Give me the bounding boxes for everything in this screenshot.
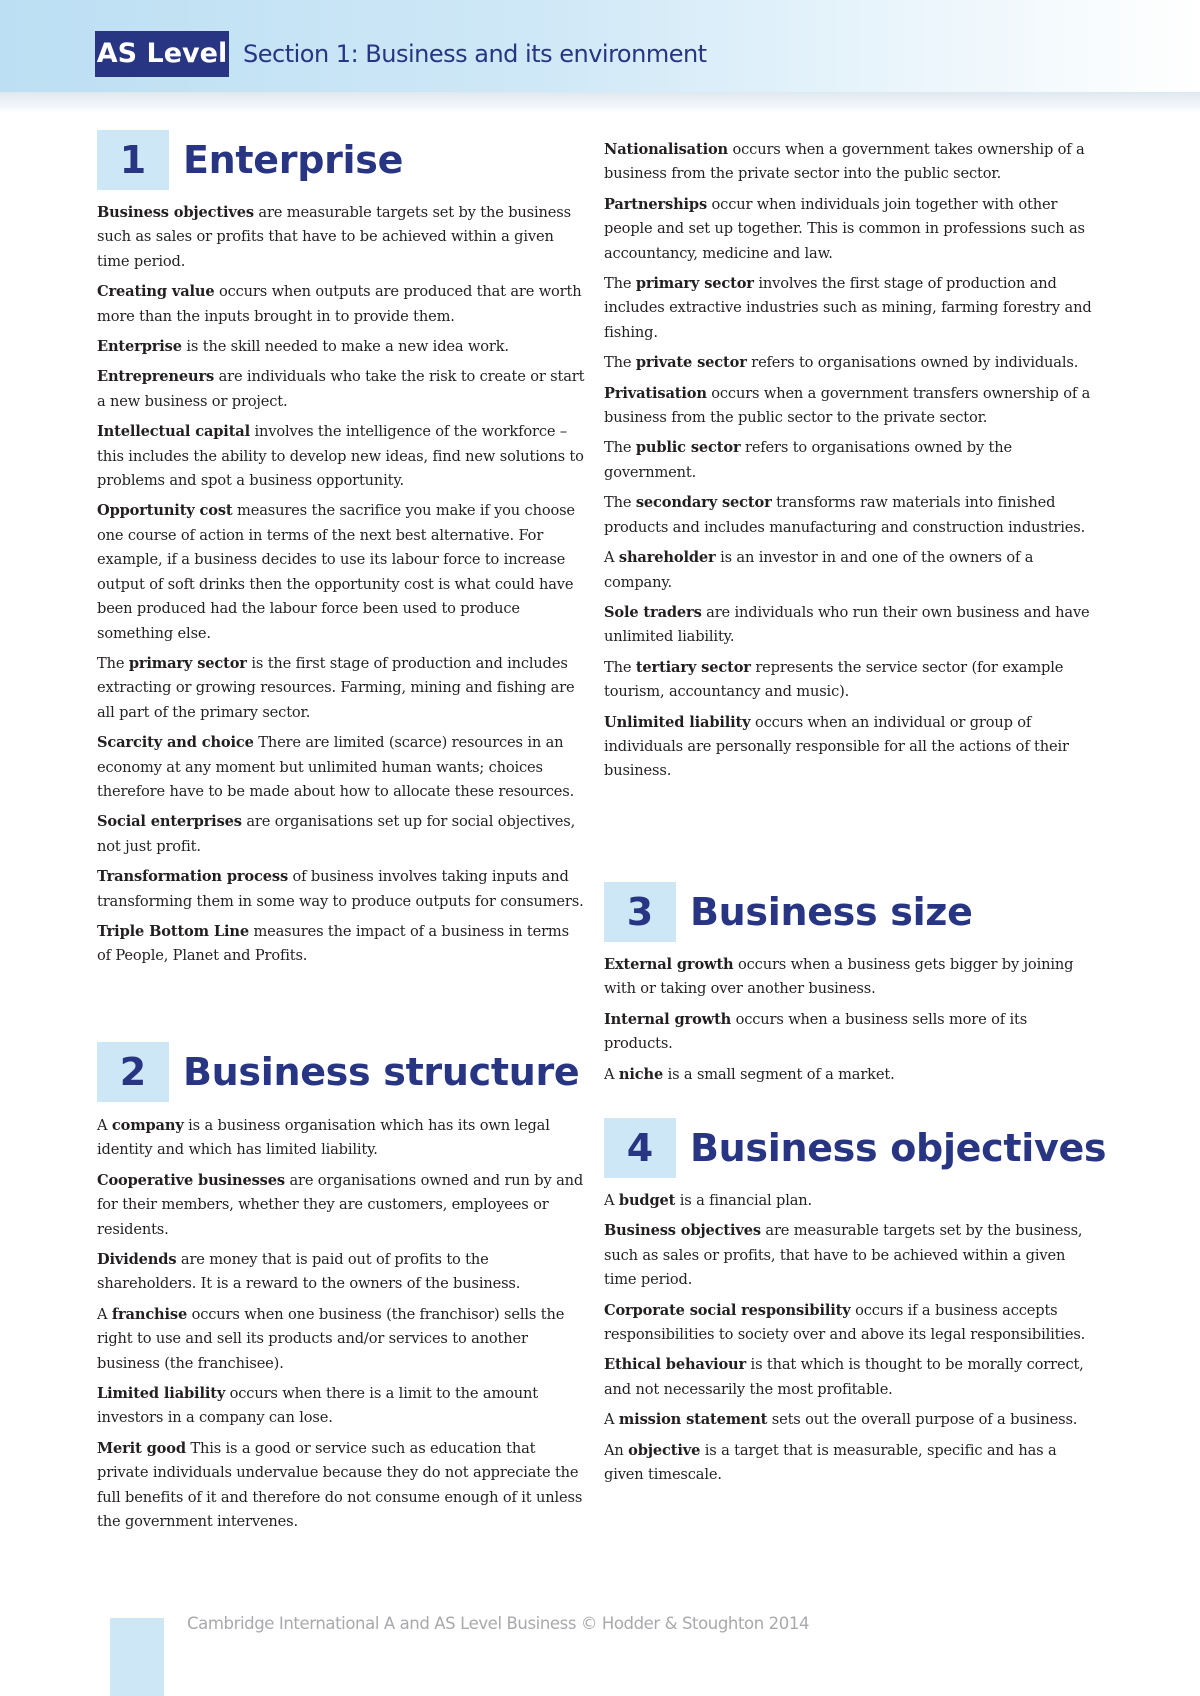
definition-entry: A shareholder is an investor in and one of the owners of a company. [604,549,1034,591]
term: External growth [604,956,734,973]
term: Merit good [97,1439,186,1457]
term: secondary sector [635,494,772,512]
term: Transformation process [97,868,289,886]
section-number: 3 [604,882,676,942]
definition-entry: Transformation process of business involves taking inputs and transforming them in some way to produce outputs for consumers. [97,868,584,910]
definition-entry: A niche is a small segment of a market. [604,1065,895,1083]
definition-entry: The primary sector is the first stage of production and includes extracting or growing resources. Farming, mining and fishing are all part of the primary sector. [97,654,575,721]
definition-entry: Entrepreneurs are individuals who take the risk to create or start a new business or project. [97,368,585,410]
definition-entry: Triple Bottom Line measures the impact of a business in terms of People, Planet and Profits. [97,922,569,965]
definition-entry: Social enterprises are organisations set up for social objectives, not just profit. [97,813,576,855]
term: Intellectual capital [97,423,250,441]
term: mission statement [618,1411,768,1429]
level-badge: AS Level [95,31,229,77]
section-title-business-structure: Business structure [183,1050,580,1094]
definition-entry: Dividends are money that is paid out of profits to the shareholders. It is a reward to the owners of the business. [97,1251,521,1293]
term: Social enterprises [97,813,242,831]
section-2-definitions-left [97,1114,587,1541]
term: tertiary sector [635,658,751,676]
footer-copyright: Cambridge International A and AS Level Business © Hodder & Stoughton 2014 [187,1614,810,1633]
term: Nationalisation [604,141,729,158]
term: private sector [635,354,747,372]
definition-entry: A franchise occurs when one business (the franchisor) sells the right to use and sell its products and/or services to another business (the franchisee). [97,1305,565,1372]
definition-entry: Creating value occurs when outputs are produced that are worth more than the inputs brought in to provide them. [97,283,582,325]
term: Privatisation [604,384,707,402]
definition-entry: Enterprise is the skill needed to make a new idea work. [97,338,509,356]
definition-entry: Corporate social responsibility occurs if a business accepts responsibilities to society over and above its legal responsibilities. [604,1301,1086,1344]
definition-entry: Sole traders are individuals who run their own business and have unlimited liability. [604,603,1090,646]
definition-entry: Nationalisation occurs when a government takes ownership of a business from the private sector into the public sector. [604,141,1085,183]
definition-entry: The tertiary sector represents the service sector (for example tourism, accountancy and music). [604,658,1064,701]
term: public sector [635,439,741,457]
definition-entry: Business objectives are measurable targets set by the business such as sales or profits that have to be achieved within a given time period. [97,204,571,270]
term: Partnerships [604,195,708,213]
term: Creating value [97,283,215,301]
definition-entry: The public sector refers to organisations owned by the government. [604,439,1012,481]
definition-entry: An objective is a target that is measurable, specific and has a given timescale. [604,1441,1057,1484]
definition-entry: Opportunity cost measures the sacrifice you make if you choose one course of action in terms of the next best alternative. For example, if a business decides to use its labour force to increase output of soft drinks then the opportunity cost is what could have been produced had the labour force been used to produce something else. [97,502,575,642]
term: Internal growth [604,1010,732,1028]
term: shareholder [618,549,716,567]
definition-entry: Business objectives are measurable targets set by the business, such as sales or profits, that have to be achieved within a given time period. [604,1222,1083,1289]
term: Entrepreneurs [97,368,215,386]
term: Triple Bottom Line [97,922,249,940]
term: Ethical behaviour [604,1356,747,1374]
definition-entry: Limited liability occurs when there is a limit to the amount investors in a company can lose. [97,1385,538,1427]
definition-entry: A company is a business organisation which has its own legal identity and which has limited liability. [97,1117,550,1159]
term: Unlimited liability [604,713,751,731]
term: niche [618,1065,664,1083]
definition-entry: Unlimited liability occurs when an individual or group of individuals are personally responsible for all the actions of their business. [604,713,1069,780]
term: Corporate social responsibility [604,1301,851,1319]
term: Dividends [97,1251,177,1269]
section-title: Section 1: Business and its environment [243,40,707,68]
section-2-definitions-right [604,138,1094,790]
definition-entry: A budget is a financial plan. [604,1192,813,1209]
term: Enterprise [97,338,182,356]
section-4-definitions [604,1189,1094,1493]
term: franchise [111,1305,188,1323]
section-number: 1 [97,130,169,190]
term: Business objectives [604,1222,761,1240]
section-3-definitions [604,953,1094,1093]
definition-entry: The primary sector involves the first stage of production and includes extractive industries such as mining, farming forestry and fishing. [604,275,1092,341]
section-number: 2 [97,1042,169,1102]
section-title-business-size: Business size [690,890,973,934]
definition-entry: The secondary sector transforms raw materials into finished products and includes manufacturing and construction industries. [604,494,1086,536]
section-title-enterprise: Enterprise [183,138,404,182]
definition-entry: Merit good This is a good or service such as education that private individuals undervalue because they do not appreciate the full benefits of it and therefore do not consume enough of it unless the government intervenes. [97,1439,583,1531]
term: Sole traders [604,603,702,621]
definition-entry: Partnerships occur when individuals join together with other people and set up together. This is common in professions such as accountancy, medicine and law. [604,195,1085,262]
definition-entry: Privatisation occurs when a government transfers ownership of a business from the public sector to the private sector. [604,384,1091,427]
definition-entry: Ethical behaviour is that which is thought to be morally correct, and not necessarily the most profitable. [604,1356,1084,1398]
term: Opportunity cost [97,502,233,520]
section-number: 4 [604,1118,676,1178]
section-1-definitions [97,201,587,975]
definition-entry: The private sector refers to organisations owned by individuals. [604,354,1079,372]
definition-entry: A mission statement sets out the overall purpose of a business. [604,1411,1078,1429]
term: company [111,1117,184,1134]
term: Scarcity and choice [97,734,254,752]
term: budget [618,1192,676,1209]
term: primary sector [635,275,754,293]
section-title-business-objectives: Business objectives [690,1126,1107,1170]
term: primary sector [128,654,247,672]
definition-entry: Intellectual capital involves the intelligence of the workforce – this includes the ability to develop new ideas, find new solutions to problems and spot a business opportunity. [97,423,584,490]
term: Limited liability [97,1385,226,1403]
term: objective [628,1441,701,1459]
definition-entry: External growth occurs when a business gets bigger by joining with or taking over another business. [604,956,1074,998]
term: Cooperative businesses [97,1171,285,1189]
definition-entry: Internal growth occurs when a business sells more of its products. [604,1010,1028,1053]
footer-page-tab [110,1618,164,1696]
term: Business objectives [97,204,254,221]
definition-entry: Cooperative businesses are organisations owned and run by and for their members, whether they are customers, employees or residents. [97,1171,584,1238]
definition-entry: Scarcity and choice There are limited (scarce) resources in an economy at any moment but unlimited human wants; choices therefore have to be made about how to allocate these resources. [97,734,575,800]
header-shadow [0,92,1200,114]
